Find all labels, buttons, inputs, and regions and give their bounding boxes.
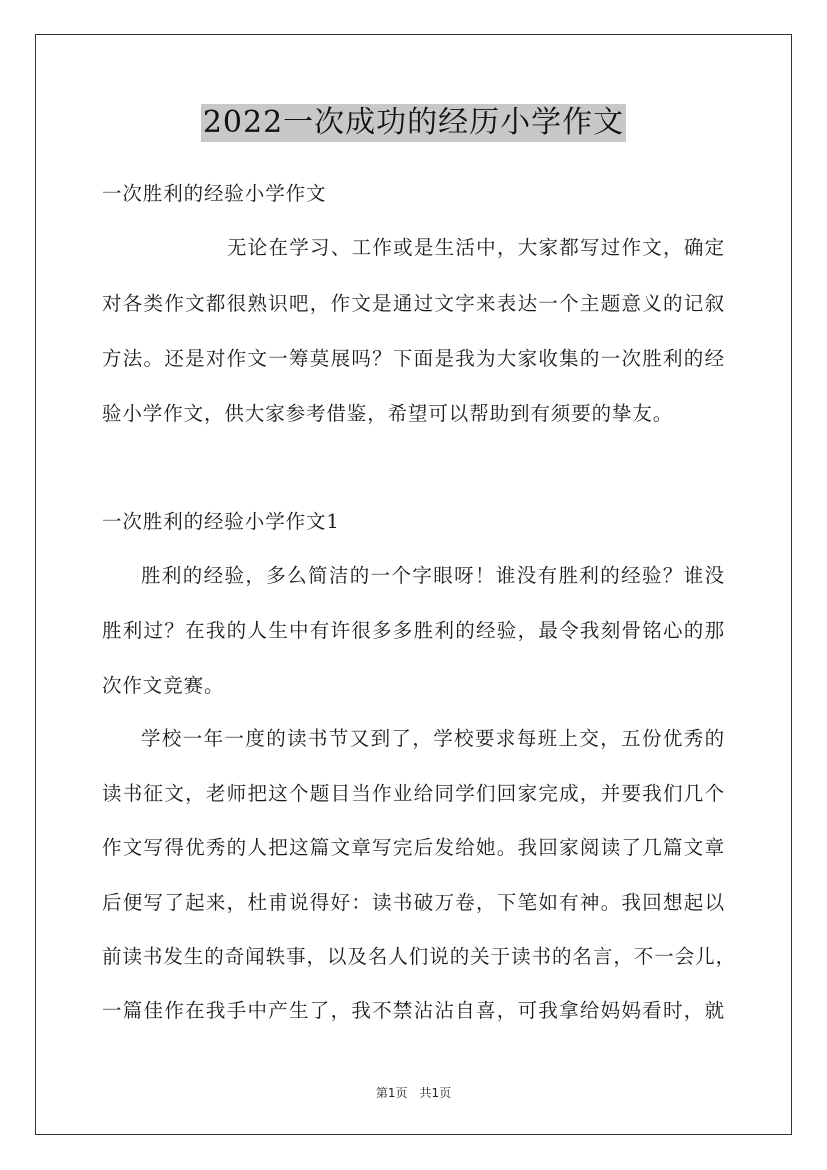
para2-line-3: 作文写得优秀的人把这篇文章写完后发给她。我回家阅读了几篇文章: [102, 836, 725, 859]
intro-line-2: 对各类作文都很熟识吧，作文是通过文字来表达一个主题意义的记叙: [102, 292, 725, 315]
subtitle: 一次胜利的经验小学作文: [102, 182, 327, 205]
para2-line-1: 学校一年一度的读书节又到了，学校要求每班上交，五份优秀的: [141, 727, 725, 750]
para2-line-6: 一篇佳作在我手中产生了，我不禁沾沾自喜，可我拿给妈妈看时，就: [102, 999, 725, 1022]
page-footer: 第1页 共1页: [375, 1086, 452, 1100]
para2-line-5: 前读书发生的奇闻轶事，以及名人们说的关于读书的名言，不一会儿，: [102, 945, 736, 968]
para1-line-2: 胜利过？在我的人生中有许很多多胜利的经验，最令我刻骨铭心的那: [102, 619, 725, 642]
title-container: [0, 104, 827, 142]
para1-line-1: 胜利的经验，多么简洁的一个字眼呀！谁没有胜利的经验？谁没: [141, 564, 725, 587]
intro-line-3: 方法。还是对作文一筹莫展吗？下面是我为大家收集的一次胜利的经: [102, 347, 725, 370]
intro-line-4: 验小学作文，供大家参考借鉴，希望可以帮助到有须要的挚友。: [102, 402, 674, 425]
document-title: 2022一次成功的经历小学作文: [202, 105, 625, 140]
para2-line-2: 读书征文，老师把这个题目当作业给同学们回家完成，并要我们几个: [102, 782, 725, 805]
para2-line-4: 后便写了起来，杜甫说得好：读书破万卷，下笔如有神。我回想起以: [102, 891, 725, 914]
intro-line-1: 无论在学习、工作或是生活中，大家都写过作文，确定: [227, 236, 725, 259]
para1-line-3: 次作文竞赛。: [102, 674, 225, 697]
section-heading: 一次胜利的经验小学作文1: [102, 510, 340, 533]
